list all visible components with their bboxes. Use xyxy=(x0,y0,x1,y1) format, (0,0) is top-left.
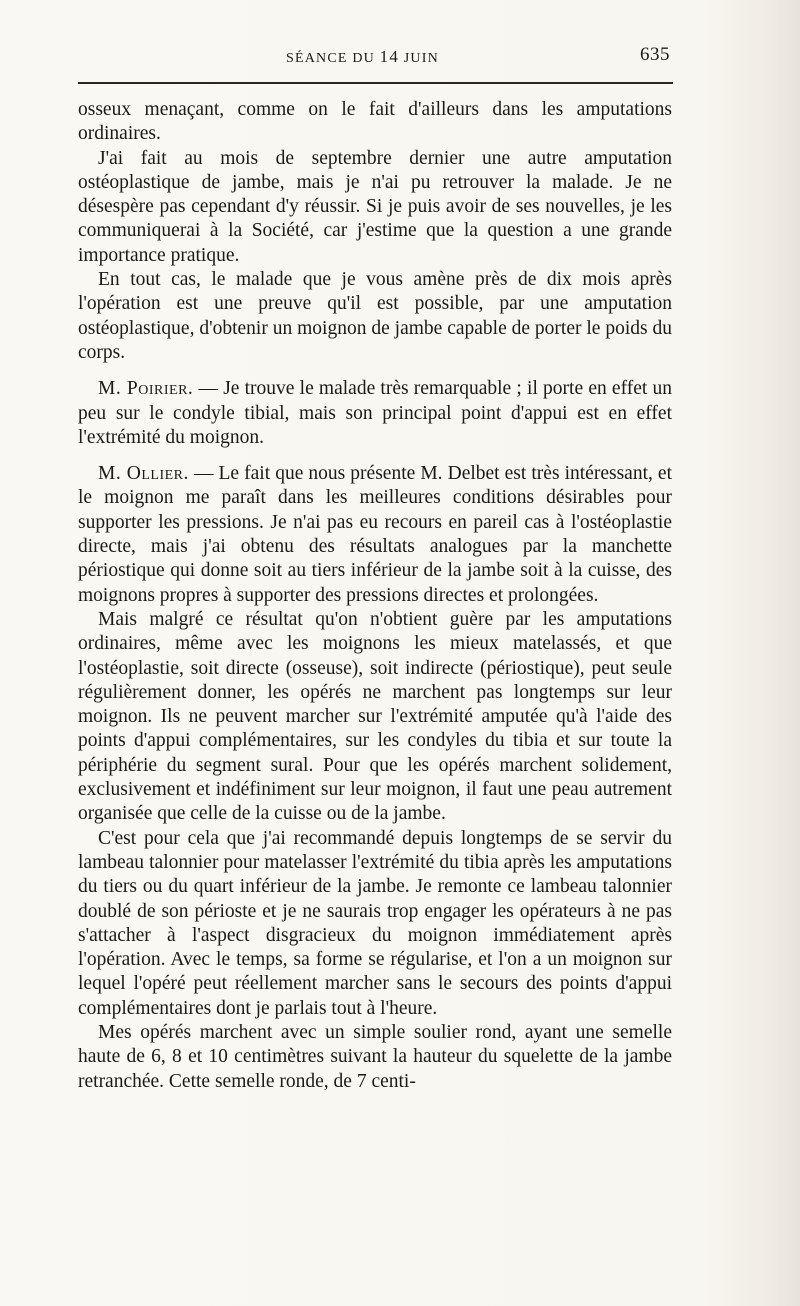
running-title-suffix: JUIN xyxy=(399,51,439,66)
page-header xyxy=(78,44,672,74)
paragraph-ollier-continued: Mais malgré ce résultat qu'on n'obtient guère par les amputations ordinaires, même avec les moignons les mieux matelassés, et que l'ostéoplastie, soit directe (osseuse), soit indirecte (périostique), peut seule régulièrement donner, les opérés ne marchent pas longtemps sur leur moignon. Ils ne peuvent marcher sur l'extrémité amputée qu'à l'aide des points d'appui complémentaires, sur les condyles du tibia et sur toute la périphérie du segment sural. Pour que les opérés marchent solidement, exclusivement et indéfiniment sur leur moignon, il faut une peau autrement organisée que celle de la cuisse ou de la jambe. xyxy=(78,608,672,825)
paragraph-lambeau-talonnier: C'est pour cela que j'ai recommandé depuis longtemps de se servir du lambeau talonnier pour matelasser l'extrémité du tibia après les amputations du tiers ou du quart inférieur de la jambe. Je remonte ce lambeau talonnier doublé de son périoste et je ne saurais trop engager les opérateurs à ne pas s'attacher à l'aspect disgracieux du moignon immédiatement après l'opération. Avec le temps, sa forme se régularise, et l'on a un moignon sur lequel l'opéré peut réellement marcher sans le secours des points d'appui complémentaires dont je parlais tout à l'heure. xyxy=(78,827,672,1019)
running-title xyxy=(286,47,439,67)
page-number: 635 xyxy=(640,44,670,65)
paragraph-poirier xyxy=(78,377,672,450)
speaker-poirier: M. Poirier. xyxy=(98,378,194,400)
paragraph-continuation: osseux menaçant, comme on le fait d'ailleurs dans les amputations ordinaires. xyxy=(78,99,672,145)
paragraph-ollier xyxy=(78,462,672,608)
speaker-ollier: M. Ollier. xyxy=(98,463,189,485)
ollier-remark: — Le fait que nous présente M. Delbet est très intéressant, et le moignon me paraît dans les meilleures conditions désirables pour supporter les pressions. Je n'ai pas eu recours en pareil cas à l'ostéoplastie directe, mais j'ai obtenu des résultats analogues par la manchette périostique qui donne soit au tiers inférieur de la jambe soit à la cuisse, des moignons propres à supporter des pressions directes et prolongées. xyxy=(78,463,672,606)
running-title-prefix: SÉANCE DU xyxy=(286,51,380,66)
paragraph-conclusion-delbet: En tout cas, le malade que je vous amène près de dix mois après l'opération est une preuve qu'il est possible, par une amputation ostéoplastique, d'obtenir un moignon de jambe capable de porter le poids du corps. xyxy=(78,269,672,363)
running-title-day: 14 xyxy=(379,47,400,66)
poirier-remark: — Je trouve le malade très remarquable ; il porte en effet un peu sur le condyle tibial, mais son principal point d'appui est en effet l'extrémité du moignon. xyxy=(78,378,672,448)
paragraph-soulier-rond: Mes opérés marchent avec un simple soulier rond, ayant une semelle haute de 6, 8 et 10 centimètres suivant la hauteur du squelette de la jambe retranchée. Cette semelle ronde, de 7 centi- xyxy=(78,1021,672,1092)
paragraph-amputation-osteoplastique: J'ai fait au mois de septembre dernier une autre amputation ostéoplastique de jambe, mais je n'ai pu retrouver la malade. Je ne désespère pas cependant d'y réussir. Si je puis avoir de ses nouvelles, je les communiquerai à la Société, car j'estime que la question a une grande importance pratique. xyxy=(78,147,672,266)
header-rule xyxy=(78,82,673,84)
body-text xyxy=(78,98,672,1094)
